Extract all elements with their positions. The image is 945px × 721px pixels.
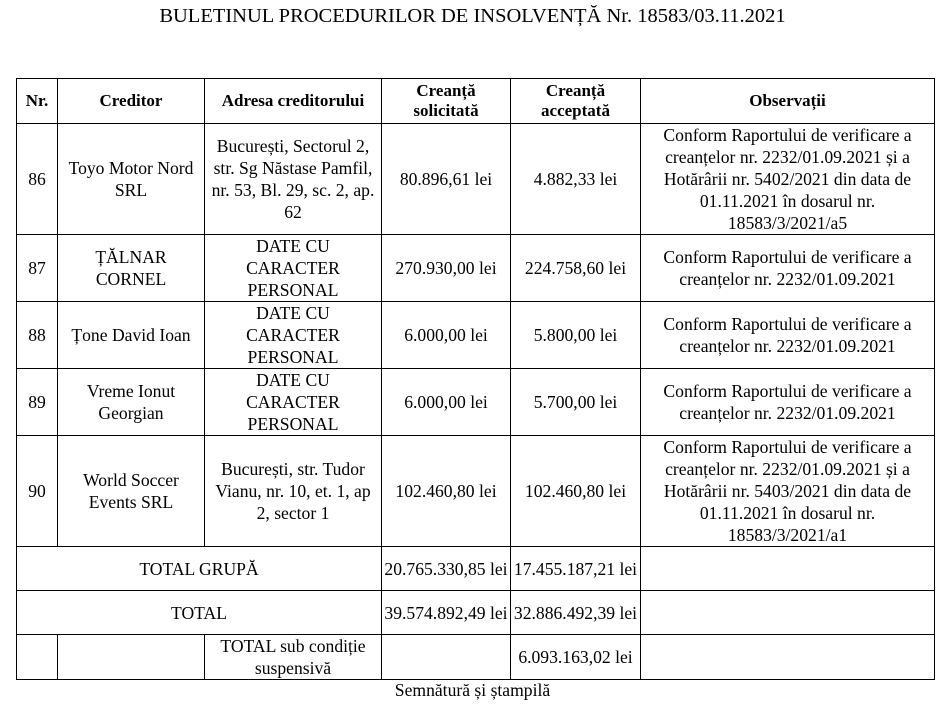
cell-creditor: Vreme Ionut Georgian — [58, 369, 205, 436]
total-label: TOTAL — [17, 591, 382, 635]
cell-nr: 86 — [17, 124, 58, 235]
cell-creditor: ȚĂLNAR CORNEL — [58, 235, 205, 302]
cell-adresa: DATE CU CARACTER PERSONAL — [205, 302, 382, 369]
cell-solicitata: 6.000,00 lei — [382, 369, 511, 436]
cell-acceptata: 5.700,00 lei — [511, 369, 641, 436]
cell-creditor: Toyo Motor Nord SRL — [58, 124, 205, 235]
cell-acceptata: 5.800,00 lei — [511, 302, 641, 369]
header-solicitata-line2: solicitată — [413, 101, 479, 120]
table-row — [17, 369, 935, 436]
total-suspensiva-creditor — [58, 635, 205, 680]
cell-creditor: Țone David Ioan — [58, 302, 205, 369]
total-grupa-solicitata: 20.765.330,85 lei — [382, 547, 511, 591]
total-suspensiva-acceptata: 6.093.163,02 lei — [511, 635, 641, 680]
cell-nr: 90 — [17, 436, 58, 547]
table-row — [17, 235, 935, 302]
table-header-row — [17, 79, 935, 124]
signature-footer: Semnătură și ștampilă — [394, 680, 551, 700]
header-adresa: Adresa creditorului — [205, 79, 382, 124]
total-observatii — [641, 591, 935, 635]
cell-solicitata: 102.460,80 lei — [382, 436, 511, 547]
total-acceptata: 32.886.492,39 lei — [511, 591, 641, 635]
header-acceptata-line1: Creanță — [545, 81, 606, 100]
cell-nr: 89 — [17, 369, 58, 436]
cell-solicitata: 6.000,00 lei — [382, 302, 511, 369]
claims-table — [16, 78, 935, 680]
total-row — [17, 591, 935, 635]
total-suspensiva-observatii — [641, 635, 935, 680]
cell-observatii: Conform Raportului de verificare a creanțelor nr. 2232/01.09.2021 — [641, 235, 935, 302]
total-suspensiva-row — [17, 635, 935, 680]
table-row — [17, 436, 935, 547]
table-row — [17, 124, 935, 235]
total-grupa-observatii — [641, 547, 935, 591]
cell-adresa: DATE CU CARACTER PERSONAL — [205, 369, 382, 436]
header-solicitata-line1: Creanță — [416, 81, 476, 100]
cell-adresa: București, Sectorul 2, str. Sg Năstase Pamfil, nr. 53, Bl. 29, sc. 2, ap. 62 — [205, 124, 382, 235]
cell-observatii: Conform Raportului de verificare a creanțelor nr. 2232/01.09.2021 și a Hotărârii nr. 5403/2021 din data de 01.11.2021 în dosarul nr. 18583/3/2021/a1 — [641, 436, 935, 547]
cell-adresa: București, str. Tudor Vianu, nr. 10, et. 1, ap 2, sector 1 — [205, 436, 382, 547]
cell-observatii: Conform Raportului de verificare a creanțelor nr. 2232/01.09.2021 și a Hotărârii nr. 5402/2021 din data de 01.11.2021 în dosarul nr. 18583/3/2021/a5 — [641, 124, 935, 235]
total-suspensiva-solicitata — [382, 635, 511, 680]
cell-creditor: World Soccer Events SRL — [58, 436, 205, 547]
cell-observatii: Conform Raportului de verificare a creanțelor nr. 2232/01.09.2021 — [641, 369, 935, 436]
cell-solicitata: 80.896,61 lei — [382, 124, 511, 235]
header-observatii: Observații — [641, 79, 935, 124]
total-grupa-row — [17, 547, 935, 591]
cell-nr: 88 — [17, 302, 58, 369]
total-grupa-label: TOTAL GRUPĂ — [17, 547, 382, 591]
header-nr: Nr. — [17, 79, 58, 124]
cell-solicitata: 270.930,00 lei — [382, 235, 511, 302]
header-acceptata-line2: acceptată — [541, 101, 610, 120]
page-title: BULETINUL PROCEDURILOR DE INSOLVENȚĂ Nr. 18583/03.11.2021 — [159, 5, 786, 27]
cell-acceptata: 224.758,60 lei — [511, 235, 641, 302]
cell-observatii: Conform Raportului de verificare a creanțelor nr. 2232/01.09.2021 — [641, 302, 935, 369]
cell-acceptata: 4.882,33 lei — [511, 124, 641, 235]
total-suspensiva-label: TOTAL sub condiție suspensivă — [205, 635, 382, 680]
cell-adresa: DATE CU CARACTER PERSONAL — [205, 235, 382, 302]
table-row — [17, 302, 935, 369]
total-suspensiva-nr — [17, 635, 58, 680]
total-solicitata: 39.574.892,49 lei — [382, 591, 511, 635]
header-creanta-acceptata — [511, 79, 641, 124]
cell-acceptata: 102.460,80 lei — [511, 436, 641, 547]
header-creanta-solicitata — [382, 79, 511, 124]
total-grupa-acceptata: 17.455.187,21 lei — [511, 547, 641, 591]
cell-nr: 87 — [17, 235, 58, 302]
header-creditor: Creditor — [58, 79, 205, 124]
